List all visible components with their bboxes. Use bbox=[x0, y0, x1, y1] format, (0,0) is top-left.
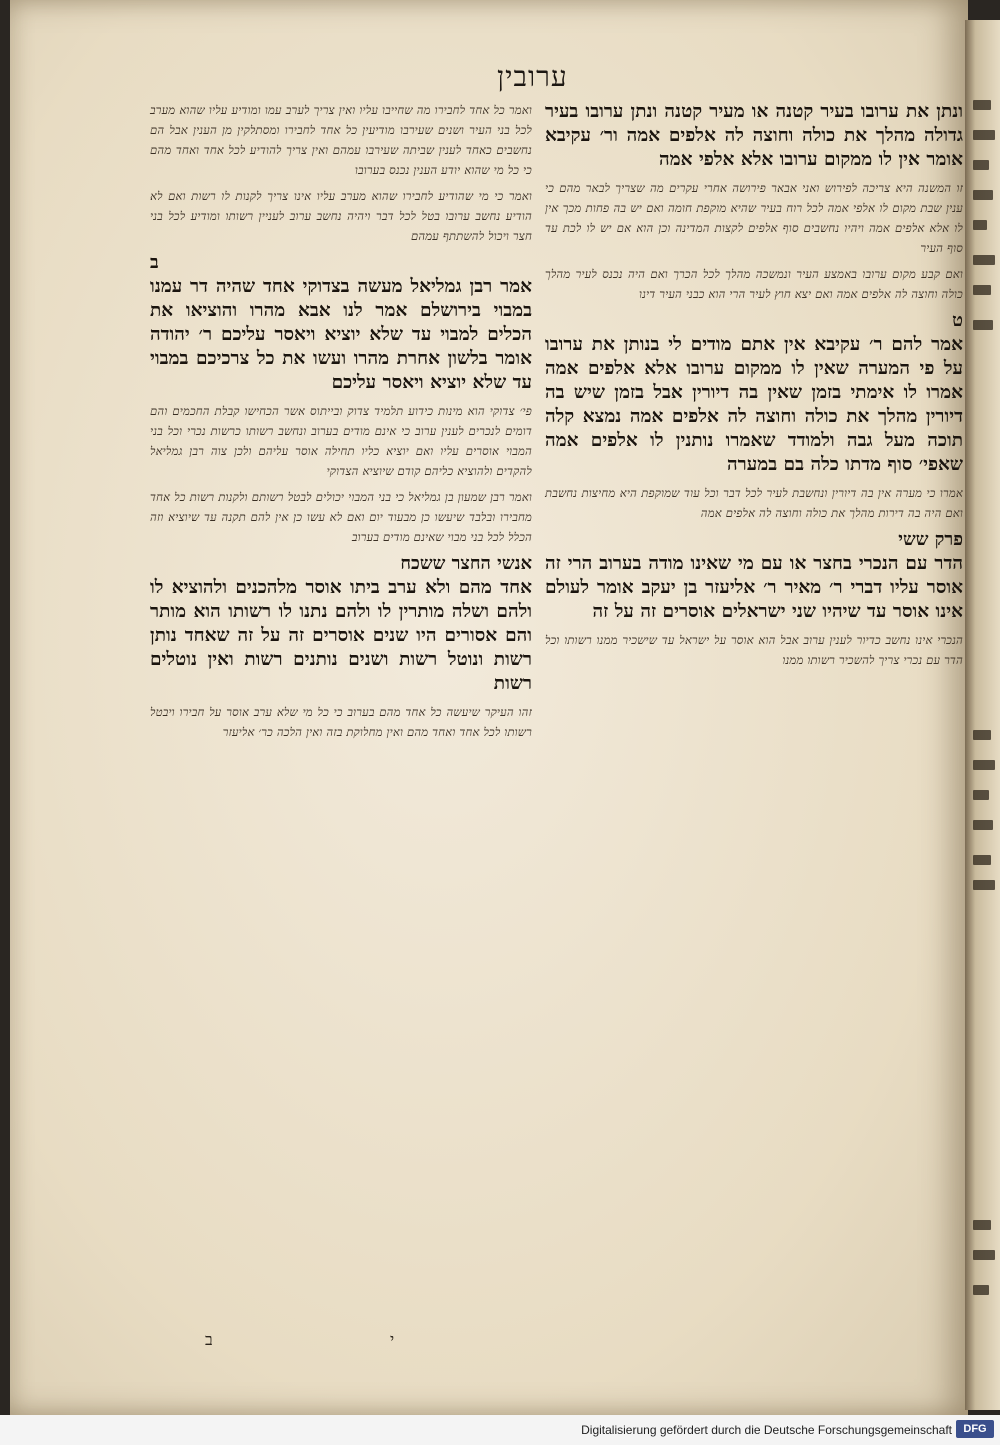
commentary-text: ואמר כל אחד לחבירו מה שחייבו עליו ואין צריך לערב עמו ומודיע עליו שהוא מערב לכל בני העיר ושנים שעירבו מודיעין כל אחד לחבירו ומסתלקין מן הענין אבל הם נחשבים כאחד לענין שביתה שעירבו עמהם ואין צריך להודיע לכל אחד ואחד מהם כי כל מי שהוא יודע הענין נכנס בערובו bbox=[150, 103, 532, 177]
commentary-text: זו המשנה היא צריכה לפירוש ואני אבאר פירושה אחרי עקרים מה שצריך לבאר מהם כי ענין שבת מקום לו אלפי אמה לכל רוח בעיר שהיא מוקפת חומה ואם יש בה פחות מכך אין לו אלא אלפים אמה ויהיו נחשבים סוף אלפים לקצות המדינה וכן הוא אם יש לו לכת עד סוף העיר bbox=[545, 181, 963, 255]
mishnah-text: אמר רבן גמליאל מעשה בצדוקי אחד שהיה דר עמנו במבוי בירושלם אמר לנו אבא מהרו והוציאו את הכלים למבוי עד שלא יוציא ויאסר עליכם ר׳ יהודה אומר בלשון אחרת מהרו ועשו את כל צרכיכם במבוי עד שלא יוציא ויאסר עליכם bbox=[150, 276, 532, 393]
right-column bbox=[545, 100, 963, 676]
mishnah-text: אמר להם ר׳ עקיבא אין אתם מודים לי בנותן את ערובו על פי המערה שאין לו ממקום ערובו אלא אלפים אמה אמרו לו אימתי בזמן שאין בה דיורין אבל בזמן שיש בה דיורין מהלך את כולה וחוצה לה אלפים אמה נמצא קלה תוכה מעל גבה ולמודד שאמרו נותנין לו אלפים אמה שאפי׳ סוף מדתו כלה בם במערה bbox=[545, 334, 963, 475]
footer-credit: Digitalisierung gefördert durch die Deutsche Forschungsgemeinschaft bbox=[581, 1423, 952, 1437]
commentary-text: ואמר כי מי שהודיע לחבירו שהוא מערב עליו אינו צריך לקנות לו רשות ואם לא הודיע נחשב ערובו בטל לכל דבר ויהיה נחשב ערוב לעניין רשותו ומודיע לכל בני חצר ויכול להשתתף עמהם bbox=[150, 189, 532, 243]
section-marker bbox=[150, 252, 532, 273]
chapter-heading: פרק ששי bbox=[898, 529, 963, 550]
mishnah-text: הדר עם הנכרי בחצר או עם מי שאינו מודה בערוב הרי זה אוסר עליו דברי ר׳ מאיר ר׳ אליעזר בן יעקב אומר לעולם אינו אוסר עד שיהיו שני ישראלים אוסרים זה על זה bbox=[545, 553, 963, 622]
footer-bar bbox=[0, 1415, 1000, 1445]
commentary-text: ואם קבע מקום ערובו באמצע העיר ונמשכה מהלך לכל הכרך ואם היה נכנס לעיר מהלך כולה וחוצה לה אלפים אמה ואם יצא חוץ לעיר הרי הוא כבני העיר דינו bbox=[545, 267, 963, 301]
next-page-edge bbox=[965, 20, 1000, 1410]
mishnah-text: אחד מהם ולא ערב ביתו אוסר מלהכנים ולהוציא לו ולהם ושלה מותרין לו ולהם נתנו לו רשותו הוא מותר והם אסורים היו שנים אוסרים זה על זה שאחד נותן רשות ונוטל רשות ושנים נותנים רשות ואין נוטלים רשות bbox=[150, 577, 532, 694]
section-letter: ט bbox=[952, 310, 963, 331]
catchword: ב bbox=[205, 1330, 213, 1349]
commentary-text: זהו העיקר שיעשה כל אחד מהם בערוב כי כל מי שלא ערב אוסר על חבירו ויבטל רשותו לכל אחד ואחד מהם ואין מחלוקת בזה ואין הלכה כר׳ אליעזר bbox=[150, 705, 532, 739]
section-letter: ב bbox=[150, 252, 159, 273]
dfg-logo: DFG bbox=[956, 1420, 994, 1438]
left-column bbox=[150, 100, 532, 748]
section-marker bbox=[545, 310, 963, 331]
catchword: י bbox=[390, 1330, 395, 1349]
commentary-text: אמרו כי מערה אין בה דיורין ונחשבת לעיר לכל דבר וכל עוד שמוקפת היא מחיצות נחשבת ואם היה בה דירות מהלך את כולה וחוצה לה אלפים אמה bbox=[545, 486, 963, 520]
commentary-text: הנכרי אינו נחשב כדיור לענין ערוב אבל הוא אוסר על ישראל עד שישכיר ממנו רשותו וכל הדר עם נכרי צריך להשכיר רשותו ממנו bbox=[545, 633, 963, 667]
mishnah-text: ונתן את ערובו בעיר קטנה או מעיר קטנה ונתן ערובו בעיר גדולה מהלך את כולה וחוצה לה אלפים אמה ור׳ עקיבא אומר אין לו ממקום ערובו אלא אלפי אמה bbox=[545, 101, 963, 170]
running-title: ערובין bbox=[497, 60, 568, 93]
section-heading: אנשי החצר ששכח bbox=[400, 553, 532, 574]
commentary-text: פי׳ צדוקי הוא מינות כידוע תלמיד צדוק ובייתוס אשר הכחישו קבלת החכמים והם דומים לנכרים לענין ערוב כי אינם מודים בערוב ונחשב רשותו כרשות נכרי וכל בני המבוי אוסרים עליו ואם יוציא כליו תחילה אוסר עליהם ולכן צוה רבן גמליאל להקדים ולהוציא כליהם קודם שיוציא הצדוקי bbox=[150, 404, 532, 478]
commentary-text: ואמר רבן שמעון בן גמליאל כי בני המבוי יכולים לבטל רשותם ולקנות רשות כל אחד מחבירו ובלבד שיעשו כן מבעוד יום ואם לא עשו כן אין להם תקנה עד שיוציא וזה הכלל לכל בני מבוי שאינם מודים בערוב bbox=[150, 490, 532, 544]
